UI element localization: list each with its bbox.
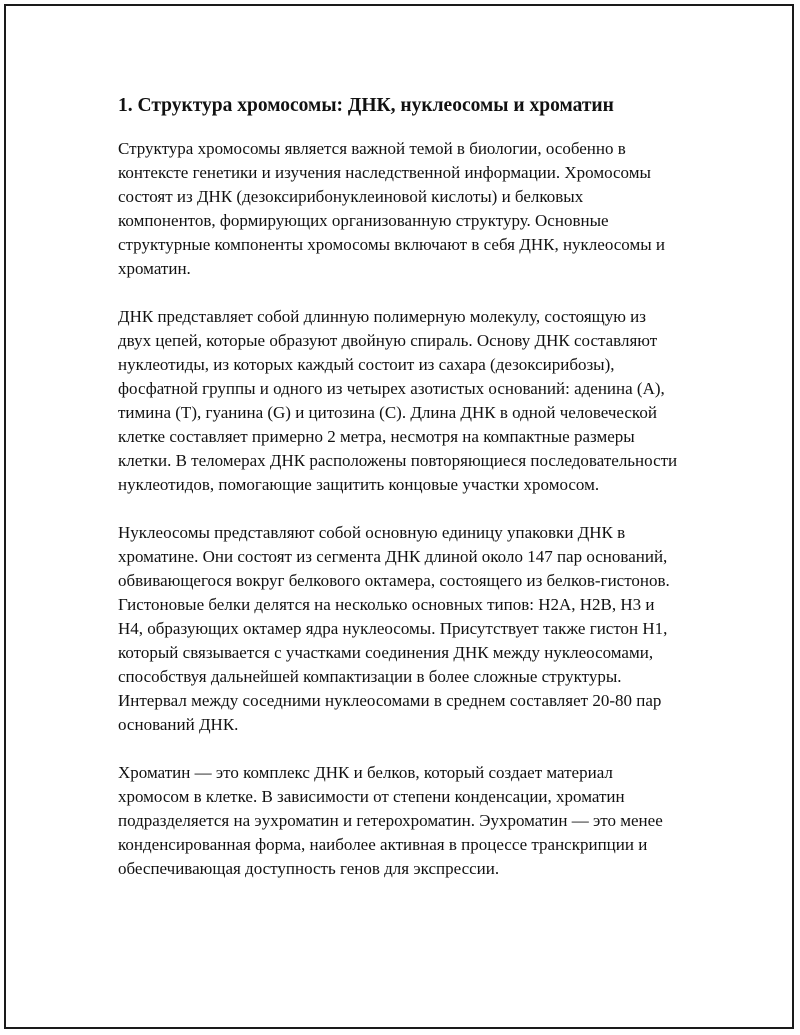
- section-heading: 1. Структура хромосомы: ДНК, нуклеосомы и хроматин: [118, 95, 614, 116]
- paragraph-chromatin: Хроматин — это комплекс ДНК и белков, который создает материал хромосом в клетке. В зависимости от степени конденсации, хроматин подразделяется на эухроматин и гетерохроматин. Эухроматин — это менее конденсированная форма, наиболее активная в процессе транскрипции и обеспечивающая доступность генов для экспрессии.: [118, 763, 663, 878]
- document-body: [118, 93, 678, 905]
- paragraph-nucleosomes: Нуклеосомы представляют собой основную единицу упаковки ДНК в хроматине. Они состоят из сегмента ДНК длиной около 147 пар оснований, обвивающегося вокруг белкового октамера, состоящего из белков-гистонов. Гистоновые белки делятся на несколько основных типов: H2A, H2B, H3 и H4, образующих октамер ядра нуклеосомы. Присутствует также гистон H1, который связывается с участками соединения ДНК между нуклеосомами, способствуя дальнейшей компактизации в более сложные структуры. Интервал между соседними нуклеосомами в среднем составляет 20-80 пар оснований ДНК.: [118, 523, 670, 734]
- paragraph-intro: Структура хромосомы является важной темой в биологии, особенно в контексте генетики и изучения наследственной информации. Хромосомы состоят из ДНК (дезоксирибонуклеиновой кислоты) и белковых компонентов, формирующих организованную структуру. Основные структурные компоненты хромосомы включают в себя ДНК, нуклеосомы и хроматин.: [118, 139, 666, 278]
- paragraph-dna: ДНК представляет собой длинную полимерную молекулу, состоящую из двух цепей, которые образуют двойную спираль. Основу ДНК составляют нуклеотиды, из которых каждый состоит из сахара (дезоксирибозы), фосфатной группы и одного из четырех азотистых оснований: аденина (A), тимина (T), гуанина (G) и цитозина (C). Длина ДНК в одной человеческой клетке составляет примерно 2 метра, несмотря на компактные размеры клетки. В теломерах ДНК расположены повторяющиеся последовательности нуклеотидов, помогающие защитить концовые участки хромосом.: [118, 307, 678, 494]
